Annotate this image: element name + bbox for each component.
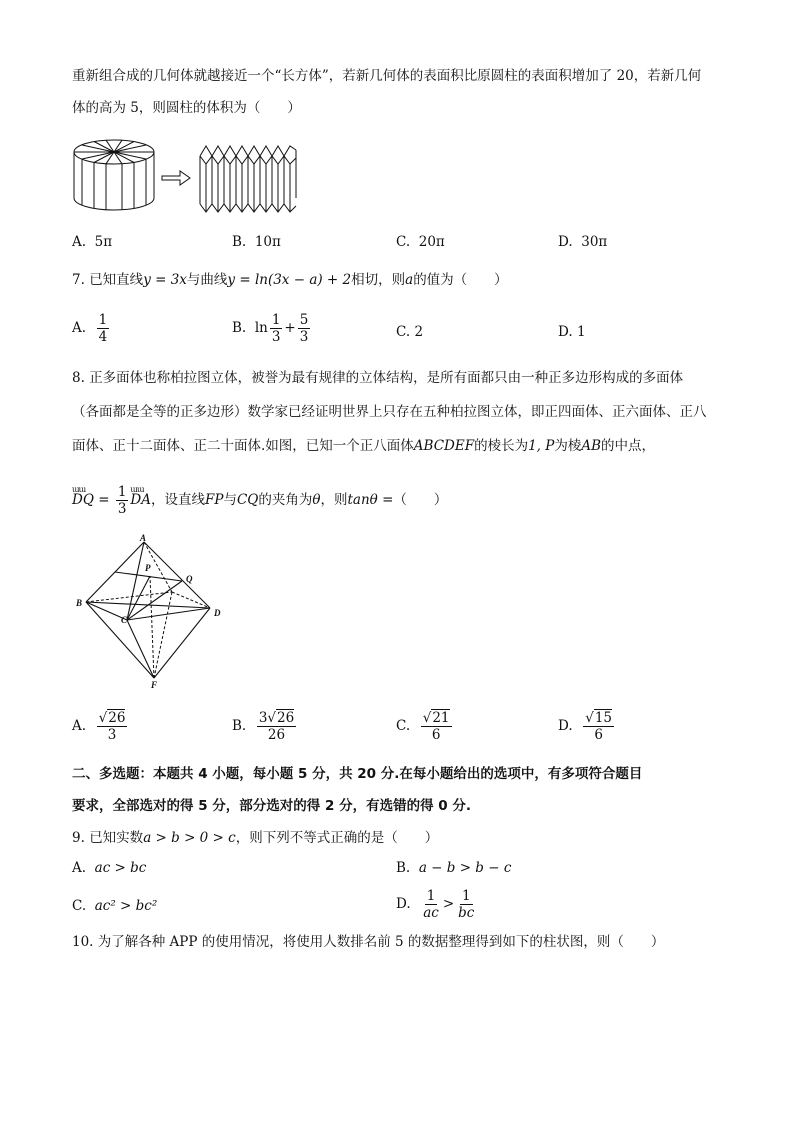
q9-option-a[interactable]: A. ac > bc [72,860,147,876]
q7-option-c[interactable]: C. 2 [396,324,424,340]
label-c: C [121,615,128,625]
q9-option-d[interactable]: D. $\frac{1}{ac}$ > $\frac{1}{bc}$ [396,888,475,921]
q8-option-a[interactable]: A. $\frac{√26}{3}$ [72,710,126,743]
q8-octahedron-figure [72,532,242,692]
label-f: F [151,680,158,690]
q8-text-line3: 面体、正十二面体、正二十面体.如图，已知一个正八面体ABCDEF的棱长为1, P为棱AB的中点， [72,438,656,454]
label-q: Q [186,574,193,584]
q8-text-line1: 8. 正多面体也称柏拉图立体，被誉为最有规律的立体结构，是所有面都只由一种正多边形构成的多面体 [72,370,684,386]
q6-option-c[interactable]: C. 20π [396,234,445,250]
q8-option-d[interactable]: D. $\frac{√15}{6}$ [558,710,613,743]
q6-text-line2: 体的高为 5，则圆柱的体积为（ ） [72,100,301,116]
label-p: P [145,563,151,573]
q8-text-line2: （各面都是全等的正多边形）数学家已经证明世界上只存在五种柏拉图立体，即正四面体、正六面体、正八 [72,404,707,420]
q6-option-b[interactable]: B. 10π [232,234,281,250]
q7-stem: 7. 已知直线y = 3x与曲线y = ln(3x − a) + 2相切，则a的值为（ ） [72,272,508,288]
q9-option-c[interactable]: C. ac² > bc² [72,898,158,914]
q8-option-b[interactable]: B. $\frac{3√26}{26}$ [232,710,295,743]
label-d: D [214,608,221,618]
q7-option-a[interactable]: A. $\frac{1}{4}$ [72,312,108,345]
q7-option-b[interactable]: B. ln $\frac{1}{3}$ + $\frac{5}{3}$ [232,312,309,345]
label-a: A [140,533,147,543]
q8-text-line4: ɯɯ DQ = $\frac{1}{3}$ ɯɯ DA，设直线FP与CQ的夹角为θ，则tanθ =（ ） [72,484,448,517]
q9-option-b[interactable]: B. a − b > b − c [396,860,512,876]
label-b: B [76,598,83,608]
q8-option-c[interactable]: C. $\frac{√21}{6}$ [396,710,450,743]
q9-stem: 9. 已知实数a > b > 0 > c，则下列不等式正确的是（ ） [72,830,439,846]
q6-text-line1: 重新组合成的几何体就越接近一个“长方体”，若新几何体的表面积比原圆柱的表面积增加了 20，若新几何 [72,68,702,84]
q7-option-d[interactable]: D. 1 [558,324,586,340]
q10-stem: 10. 为了解各种 APP 的使用情况，将使用人数排名前 5 的数据整理得到如下的柱状图，则（ ） [72,934,665,950]
q6-option-a[interactable]: A. 5π [72,234,113,250]
q6-figure [72,136,312,216]
section-2-heading-line2: 要求，全部选对的得 5 分，部分选对的得 2 分，有选错的得 0 分. [72,798,472,814]
q6-option-d[interactable]: D. 30π [558,234,608,250]
section-2-heading-line1: 二、多选题：本题共 4 小题，每小题 5 分，共 20 分.在每小题给出的选项中，有多项符合题目 [72,766,643,782]
